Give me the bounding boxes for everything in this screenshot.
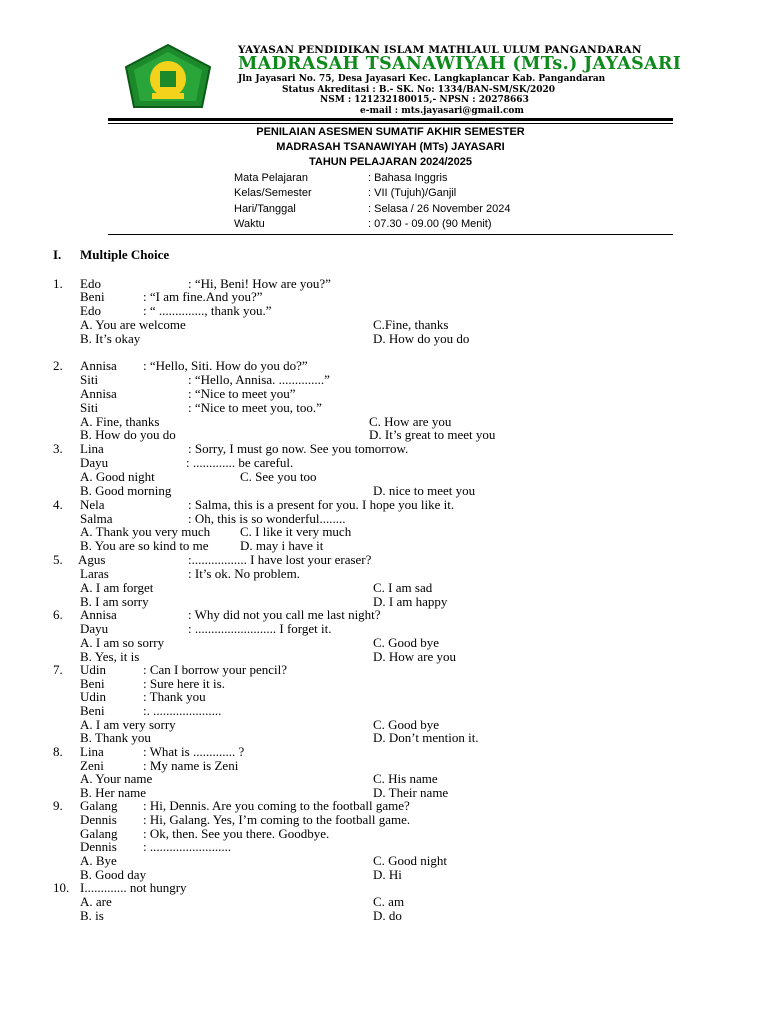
question-line: A. I am very sorry [80,717,176,732]
question-line: Dennis [80,839,117,854]
question-line: D. Hi [373,867,402,882]
question-line: 6. [53,607,63,622]
letterhead [0,0,768,120]
question-line: Siti [80,400,99,415]
question-line: 7. [53,662,63,677]
question-line: : “Nice to meet you” [188,386,296,401]
question-line: : Why did not you call me last night? [188,607,381,622]
question-line: B. You are so kind to me [80,538,209,553]
question-line: C. I like it very much [240,524,352,539]
question-line: 4. [53,497,63,512]
question-line: C. am [373,894,405,909]
question-line: : Salma, this is a present for you. I hope you like it. [188,497,455,512]
school-logo [122,43,214,111]
question-line: : ............. be careful. [186,455,294,470]
info-label-subject: Mata Pelajaran [234,172,308,184]
question-line: Nela [80,497,105,512]
question-line: A. Bye [80,853,117,868]
question-line: B. How do you do [80,427,176,442]
header-divider-thick [108,118,673,121]
info-label-date: Hari/Tanggal [234,203,296,215]
question-line: : It’s ok. No problem. [188,566,300,581]
question-line: B. Good day [80,867,147,882]
question-line: : “Nice to meet you, too.” [188,400,322,415]
question-line: :. ..................... [143,703,222,718]
question-line: Agus [78,552,106,567]
question-line: Udin [80,662,106,677]
question-line: B. is [80,908,104,923]
question-line: D. It’s great to meet you [369,427,496,442]
question-line: D. How do you do [373,331,470,346]
question-line: C. I am sad [373,580,433,595]
info-divider [108,234,673,235]
nsm-npsn: NSM : 121232180015,- NPSN : 20278663 [320,95,529,105]
question-line: A. Good night [80,469,155,484]
question-line: C.Fine, thanks [373,317,449,332]
question-line: Laras [80,566,109,581]
question-line: Edo [80,303,101,318]
section-title: Multiple Choice [80,247,170,262]
question-line: Udin [80,689,106,704]
question-line: Salma [80,511,113,526]
question-line: 9. [53,798,63,813]
info-value-date: : Selasa / 26 November 2024 [368,203,511,215]
section-number: I. [53,247,62,262]
question-line: : What is ............. ? [143,744,245,759]
question-line: Galang [80,798,118,813]
question-line: B. Thank you [80,730,151,745]
question-line: A. Your name [80,771,153,786]
info-value-time: : 07.30 - 09.00 (90 Menit) [368,218,492,230]
question-line: : My name is Zeni [143,758,239,773]
question-line: 10. [53,880,70,895]
question-line: C. Good bye [373,717,440,732]
question-line: : “Hello, Annisa. ..............” [188,372,330,387]
question-line: Annisa [80,386,117,401]
question-line: A. I am forget [80,580,154,595]
question-line: A. I am so sorry [80,635,165,650]
section-heading [53,247,169,263]
question-line: B. It’s okay [80,331,141,346]
info-value-class: : VII (Tujuh)/Ganjil [368,187,457,199]
question-line: A. Fine, thanks [80,414,160,429]
question-line: : ......................... I forget it. [188,621,332,636]
question-line: C. See you too [240,469,317,484]
question-line: Siti [80,372,99,387]
question-line: : Thank you [143,689,206,704]
exam-year: TAHUN PELAJARAN 2024/2025 [308,156,473,168]
question-line: D. How are you [373,649,457,664]
question-line: : “Hello, Siti. How do you do?” [143,358,308,373]
question-line: B. Her name [80,785,147,800]
question-line: D. Don’t mention it. [373,730,479,745]
header-divider-thin [108,123,673,124]
question-line: B. I am sorry [80,594,149,609]
question-line: : “ .............., thank you.” [143,303,272,318]
question-line: C. His name [373,771,438,786]
question-line: D. do [373,908,402,923]
question-line: A. You are welcome [80,317,186,332]
question-line: Dennis [80,812,117,827]
question-line: I............. not hungry [80,880,187,895]
question-line: C. Good night [373,853,448,868]
school-email: e-mail : mts.jayasari@gmail.com [360,106,524,116]
question-line: : Hi, Galang. Yes, I’m coming to the football game. [143,812,411,827]
question-line: D. may i have it [240,538,324,553]
question-line: : Oh, this is so wonderful........ [188,511,346,526]
question-line: Dayu [80,621,109,636]
question-line: : Ok, then. See you there. Goodbye. [143,826,330,841]
question-line: C. How are you [369,414,452,429]
exam-school: MADRASAH TSANAWIYAH (MTs) JAYASARI [276,141,505,153]
question-line: Dayu [80,455,109,470]
question-line: C. Good bye [373,635,440,650]
question-line: : “I am fine.And you?” [143,289,263,304]
question-line: Zeni [80,758,104,773]
question-line: : ......................... [143,839,232,854]
foundation-name: YAYASAN PENDIDIKAN ISLAM MATHLAUL ULUM PANGANDARAN [238,44,642,56]
question-line: A. are [80,894,112,909]
school-address: Jln Jayasari No. 75, Desa Jayasari Kec. Langkaplancar Kab. Pangandaran [238,74,606,84]
question-line: D. nice to meet you [373,483,476,498]
question-line: Annisa [80,607,117,622]
question-line: Beni [80,676,105,691]
question-line: : Hi, Dennis. Are you coming to the football game? [143,798,410,813]
question-line: : Sure here it is. [143,676,225,691]
question-line: D. I am happy [373,594,448,609]
question-line: 1. [53,276,63,291]
question-line: 3. [53,441,63,456]
question-line: 2. [53,358,63,373]
accreditation-status: Status Akreditasi : B.- SK. No: 1334/BAN-SM/SK/2020 [282,85,556,95]
exam-title: PENILAIAN ASESMEN SUMATIF AKHIR SEMESTER [256,126,525,138]
info-label-time: Waktu [234,218,265,230]
question-line: Lina [80,744,104,759]
school-name: MADRASAH TSANAWIYAH (MTs.) JAYASARI [238,54,682,74]
question-line: B. Good morning [80,483,172,498]
question-line: 8. [53,744,63,759]
question-line: Annisa [80,358,117,373]
question-line: Beni [80,289,105,304]
question-line: D. Their name [373,785,449,800]
question-line: Galang [80,826,118,841]
info-label-class: Kelas/Semester [234,187,312,199]
question-line: 5. [53,552,63,567]
question-line: :................. I have lost your eraser? [188,552,372,567]
question-line: Edo [80,276,101,291]
question-line: : “Hi, Beni! How are you?” [188,276,331,291]
question-line: : Can I borrow your pencil? [143,662,288,677]
question-line: Beni [80,703,105,718]
question-line: B. Yes, it is [80,649,140,664]
question-line: Lina [80,441,104,456]
question-line: A. Thank you very much [80,524,211,539]
question-line: : Sorry, I must go now. See you tomorrow. [188,441,409,456]
info-value-subject: : Bahasa Inggris [368,172,448,184]
